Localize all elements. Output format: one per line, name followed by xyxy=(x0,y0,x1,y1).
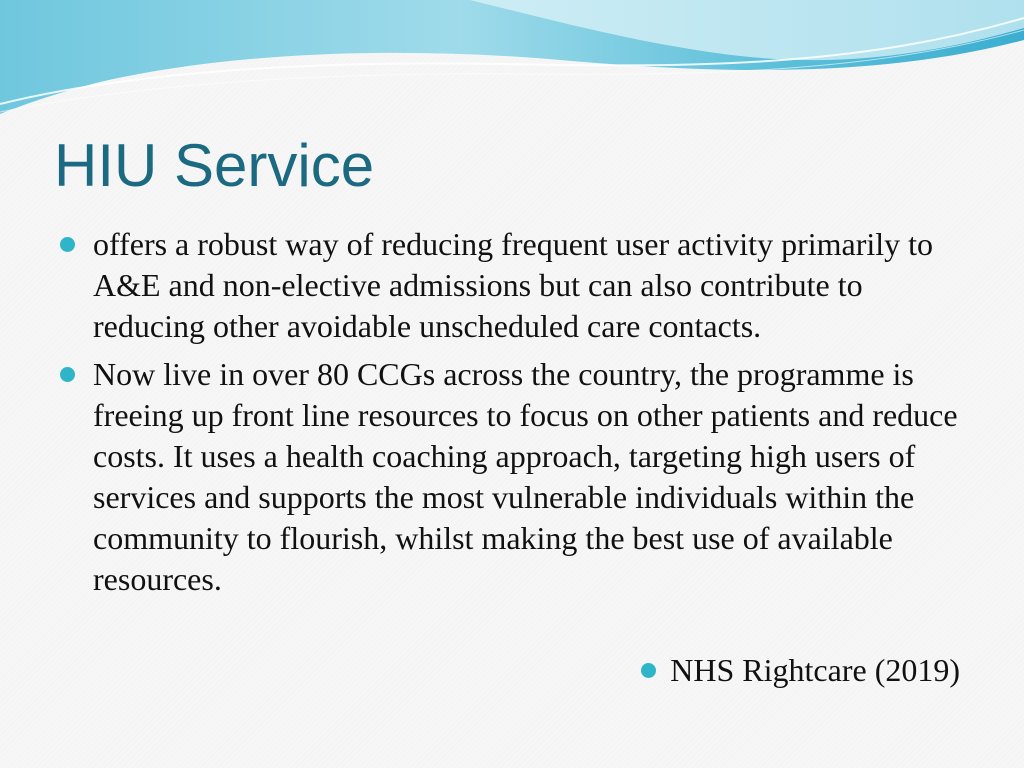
bullet-dot-icon xyxy=(60,237,75,252)
slide-title: HIU Service xyxy=(54,132,375,199)
citation xyxy=(641,650,960,691)
bullet-list xyxy=(60,224,980,607)
bullet-dot-icon xyxy=(641,663,656,678)
bullet-item xyxy=(60,224,980,347)
wave-header-decoration xyxy=(0,0,1024,130)
bullet-dot-icon xyxy=(60,367,75,382)
bullet-text: offers a robust way of reducing frequent user activity primarily to A&E and non-elective admissions but can also contribute to reducing other avoidable unscheduled care contacts. xyxy=(93,226,934,344)
bullet-text: Now live in over 80 CCGs across the country, the programme is freeing up front line resources to focus on other patients and reduce costs. It uses a health coaching approach, targeting high users of services and supports the most vulnerable individuals within the community to flourish, whilst making the best use of available resources. xyxy=(93,356,958,597)
bullet-item xyxy=(60,354,980,600)
citation-text: NHS Rightcare (2019) xyxy=(670,652,960,688)
